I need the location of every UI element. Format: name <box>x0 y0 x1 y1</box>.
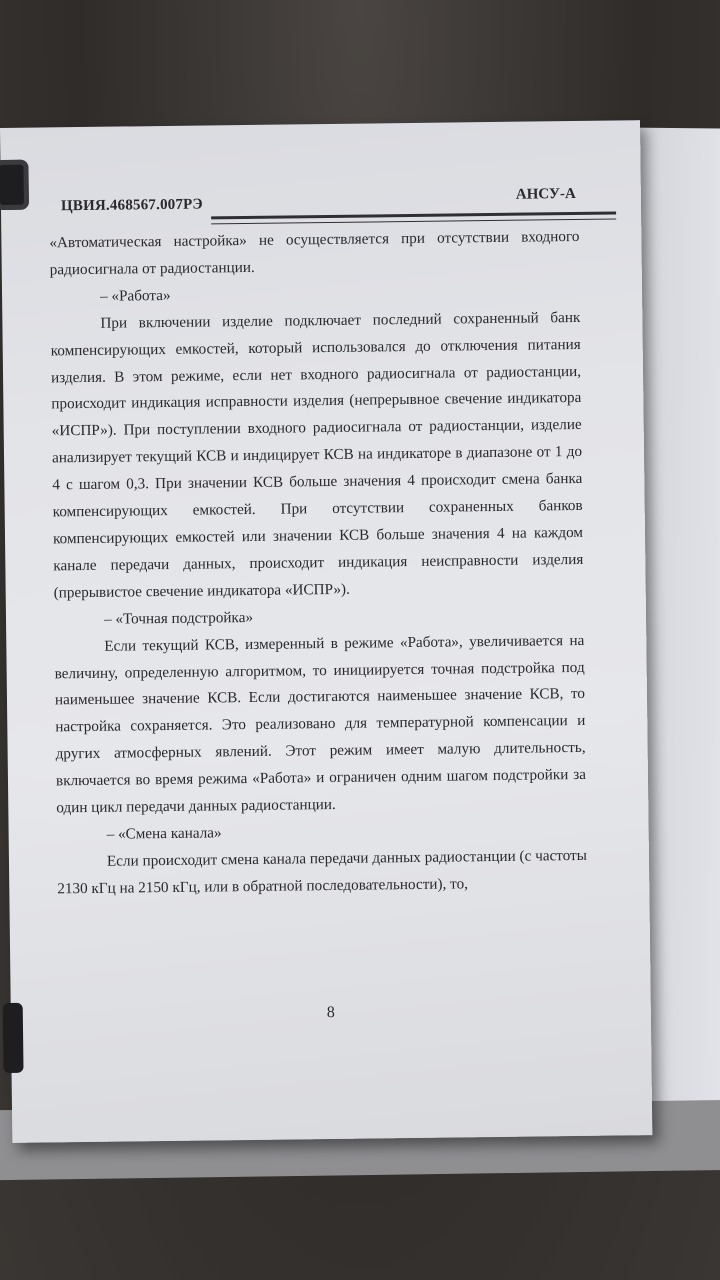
binder-clip-icon <box>0 160 29 210</box>
mode-heading-fine-tuning: – «Точная подстройка» <box>103 608 254 628</box>
document-code: ЦВИЯ.468567.007РЭ <box>60 196 203 215</box>
body-text <box>49 224 587 903</box>
mode-heading-channel-change: – «Смена канала» <box>106 824 222 843</box>
page-header <box>61 182 616 221</box>
page-number: 8 <box>326 1003 335 1022</box>
document-page <box>0 120 652 1143</box>
product-name: АНСУ-А <box>515 185 576 203</box>
paragraph: Если текущий КСВ, измеренный в режиме «Работа», увеличивается на величину, определенную алгоритмом, то инициируется точная подстройка под наименьшее значение КСВ. Если достигаются наименьшее значение КСВ, то настройка сохраняется. Это реализовано для температурной компенсации и других атмосферных явлений. Этот режим имеет малую длительность, включается во время режима «Работа» и ограничен одним шагом подстройки за один цикл передачи данных радиостанции. <box>54 631 587 817</box>
paragraph: «Автоматическая настройка» не осуществляется при отсутствии входного радиосигнала от радиостанции. <box>49 227 580 279</box>
mode-heading-work: – «Работа» <box>99 286 171 305</box>
paragraph: При включении изделие подключает последний сохраненный банк компенсирующих емкостей, который использовался до отключения питания изделия. В этом режиме, если нет входного радиосигнала от радиостанции, происходит индикация исправности изделия (непрерывное свечение индикатора «ИСПР»). При поступлении входного радиосигнала от радиостанции, изделие анализирует текущий КСВ и индицирует КСВ на индикаторе в диапазоне от 1 до 4 с шагом 0,3. При значении КСВ больше значения 4 происходит смена банка компенсирующих емкостей. При отсутствии сохраненных банков компенсирующих емкостей или значении КСВ больше значения 4 на каждом канале передачи данных, происходит индикация неисправности изделия (прерывистое свечение индикатора «ИСПР»). <box>50 308 584 602</box>
paragraph: Если происходит смена канала передачи данных радиостанции (с частоты 2130 кГц на 2150 кГц, или в обратной последовательности), то, <box>57 846 588 898</box>
